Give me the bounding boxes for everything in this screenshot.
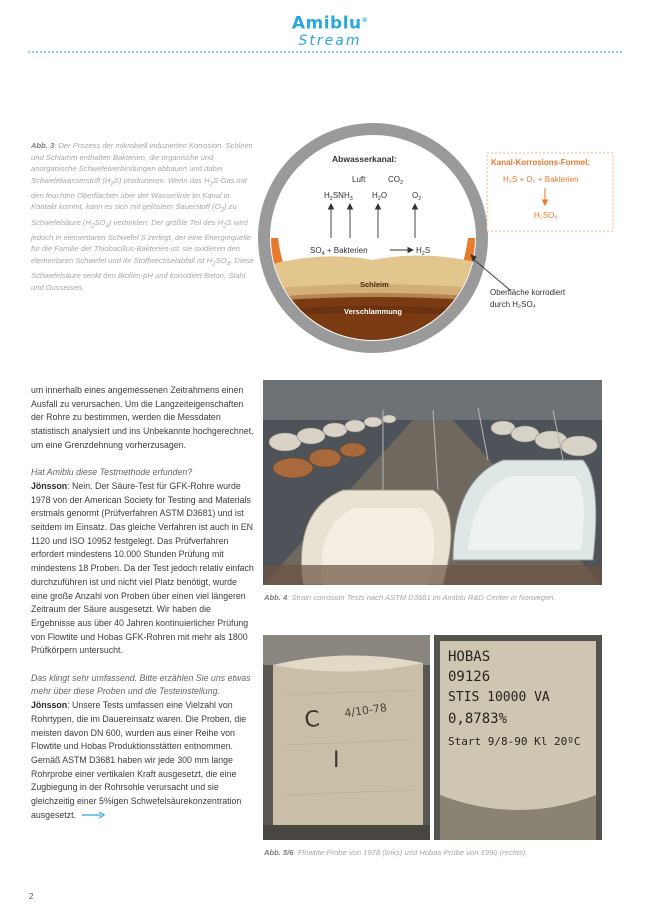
continue-arrow-icon (81, 811, 105, 819)
label-luft: Luft (352, 175, 366, 184)
figure-4-photo-lab (263, 380, 602, 585)
annotation-line-1: Oberfläche korrodiert (490, 288, 566, 297)
figure-5-6-label: Abb. 5/6 (264, 848, 294, 857)
logo-registered-mark: ® (361, 17, 369, 24)
figure-3-caption: Abb. 3: Der Prozess der mikrobiell induzierten Korrosion. Schleim und Schlamm enthalten Bakterien, die organische und anorganische Schwefelverbindungen abbauen und dabei Schwefelwasserstoff $(H_2S)$ produzieren. Wenn das $H_2S$-Gas mit den feuchten Oberflächen über der Wasserlinie im Kanal in Kontakt kommt, kann es sich mit gelöstem Sauerstoff $(O_2)$ zu Schwefelsäure $(H_2SO_4)$ verbinden. Der größte Teil des $H_2S$ wird jedoch in elementaren Schwefel S zerlegt, der eine Energiequelle für die Familie der Thiobacillus-Bakterien ist: sie oxidieren den elementaren Schwefel und ihr Stoffwechselabfall ist $H_2SO_4$. Diese Schwefelsäure senkt den Biofilm-pH und korrodiert Beton, Stahl und Gusseisen. (31, 141, 254, 292)
figure-6-photo-hobas-sample (434, 635, 602, 840)
annotation-line-2: durch H₂SO₄ (490, 300, 536, 309)
article-text-column (31, 384, 254, 836)
figure-5-6-caption-text: : Flowtite-Probe von 1978 (links) und Hobas-Probe von 1990 (rechts). (293, 848, 528, 857)
sample-label-hobas: HOBAS (448, 649, 491, 665)
figure-4-caption (264, 592, 604, 603)
sample-mark-c: C (303, 706, 321, 733)
figure-4-label: Abb. 4 (264, 593, 288, 602)
speaker-name-1: Jönsson (31, 480, 68, 491)
label-h2snh3: $H_2SNH_3$ (324, 191, 353, 202)
header-divider (28, 51, 622, 53)
interview-question-1: Hat Amiblu diese Testmethode erfunden? (31, 467, 193, 478)
interview-answer-2: : Unsere Tests umfassen eine Vielzahl von Rohrtypen, die im Dauereinsatz waren. Die Proben, die meisten davon DN 600, wurden aus einer Reihe von Flowtite und Hobas Produktionsstätten entnommen. Gemäß ASTM D3681 haben wir jede 300 mm lange Rohrprobe einer vertikalen Kraft ausgesetzt, die eine Zugbiegung in der Rohrsohle verursacht und sie gleichzeitig einer 5%igen Schwefelsäurekonzentration ausgesetzt. (31, 700, 247, 820)
logo-subbrand: Stream (298, 32, 362, 49)
label-verschlammung: Verschlammung (344, 307, 402, 316)
figure-5-photo-flowtite-sample (263, 635, 430, 840)
figure-4-caption-text: : Strain corrosion Tests nach ASTM D3681 im Amiblu R&D Center in Norwegen. (287, 593, 556, 602)
sample-label-number: 09126 (448, 669, 491, 685)
page-number: 2 (29, 892, 34, 901)
label-co2: $CO_2$ (388, 175, 404, 186)
formula-product: H₂SO₄ (534, 211, 558, 220)
formula-title: Kanal-Korrosions-Formel: (491, 158, 591, 167)
formula-reactants: H₂S + O₂ + Bakterien (503, 175, 579, 184)
diagram-title: Abwasserkanal: (332, 154, 397, 164)
amiblu-stream-logo (270, 12, 390, 49)
label-schleim: Schleim (360, 280, 389, 289)
article-paragraph-1: um innerhalb eines angemessenen Zeitrahmens einen Ausfall zu verursachen. Um die Langzeiteigenschaften der Rohre zu bestimmen, werden die Messdaten statistisch analysiert und ins Unbekannte hochgerechnet, um eine Grenzdehnung vorherzusagen. (31, 385, 254, 450)
label-so4-bakterien: $SO_4$ + Bakterien (310, 246, 368, 257)
label-o2: $O_2$ (412, 191, 422, 202)
figure-5-6-caption (264, 847, 604, 858)
logo-brand: Amiblu (291, 13, 362, 34)
speaker-name-2: Jönsson (31, 700, 68, 711)
article-qa-1 (31, 466, 254, 658)
interview-question-2: Das klingt sehr umfassend. Bitte erzählen Sie uns etwas mehr über diese Proben und die Testeinstellung. (31, 672, 251, 697)
sample-date-1978: 4/10-78 (343, 701, 388, 720)
figure-3-corrosion-diagram (258, 120, 628, 370)
sample-mark-i: I (333, 748, 340, 773)
label-h2s: $H_2S$ (416, 246, 431, 257)
interview-answer-1: : Nein. Der Säure-Test für GFK-Rohre wurde 1978 von der American Society for Testing and Materials erstmals genormt (Prüfverfahren ASTM D3681) und ist seitdem im Einsatz. Das gleiche Verfahren ist auch in EN 1120 und ISO 10952 festgelegt. Das Prüfverfahren erfordert mindestens 10.000 Stunden Prüfung mit mindestens 18 Proben. Da der Test jedoch relativ einfach durchzuführen ist und nicht viel Platz benötigt, wurde eine große Anzahl von Proben über einen viel längeren Zeitraum der Säure ausgesetzt. Wir haben die Ergebnisse aus über 40 Jahren kontinuierlicher Prüfung von Flowtite und Hobas GFK-Rohren mit mehr als 1800 Prüfkörpern untersucht. (31, 480, 254, 656)
sample-label-start: Start 9/8-90 Kl 20ºC (448, 735, 581, 748)
sample-label-strain: 0,8783% (448, 711, 508, 727)
article-qa-2 (31, 672, 254, 823)
label-h2o: $H_2O$ (372, 191, 388, 202)
sample-label-stis: STIS 10000 VA (448, 690, 550, 705)
